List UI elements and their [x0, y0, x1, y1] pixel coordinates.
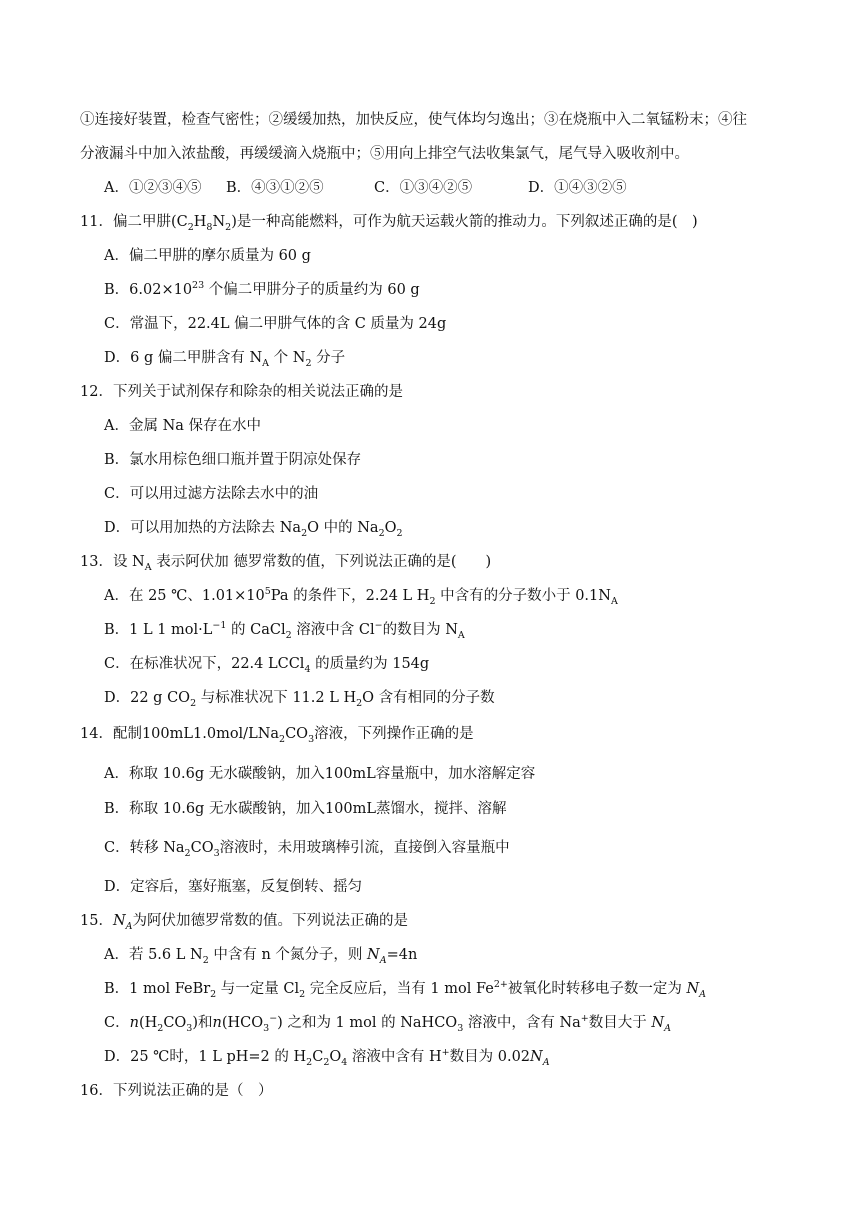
q11-option-c: C．常温下，22.4L 偏二甲肼气体的含 C 质量为 24g	[104, 316, 447, 332]
q12-option-c: C．可以用过滤方法除去水中的油	[104, 486, 319, 502]
q11-option-d: D．6 g 偏二甲肼含有 $N_A$ 个 $N_2$ 分子	[104, 350, 346, 369]
q13-option-a: A．在 25 ℃、$1.01\times 10^5Pa$ 的条件下，2.24 L $H_2$ 中含有的分子数小于 $0.1N_A$	[104, 586, 618, 607]
q12-option-d: D．可以用加热的方法除去 $Na_2O$ 中的 $Na_2O_2$	[104, 520, 403, 539]
q12-option-b: B．氯水用棕色细口瓶并置于阴凉处保存	[104, 452, 362, 468]
q13-option-b: B．1 L 1 $mol\cdot L^{-1}$ 的 CaCl$_2$ 溶液中含 Cl−的数目为 $N_A$	[104, 620, 465, 641]
q15-option-c: C．$n(H_2CO_3)$和$n(HCO_3^-)$ 之和为 1 mol 的 NaHCO$_3$ 溶液中，含有 Na+数目大于 $N_A$	[104, 1013, 671, 1034]
q10-option-d: D．①④③②⑤	[528, 180, 627, 196]
q11-option-a: A．偏二甲肼的摩尔质量为 60 g	[104, 248, 311, 264]
q10-options	[104, 178, 627, 198]
q13-stem: 13．设 $N_A$ 表示阿伏加 德罗常数的值，下列说法正确的是( )	[80, 554, 492, 573]
q12-option-a: A．金属 Na 保存在水中	[104, 418, 262, 434]
q14-option-a: A．称取 10.6g 无水碳酸钠，加入100mL容量瓶中，加水溶解定容	[104, 766, 536, 782]
q15-option-a: A．若 5.6 L $N_2$ 中含有 n 个氮分子，则 $N_A=4n$	[104, 947, 418, 966]
q14-option-d: D．定容后，塞好瓶塞，反复倒转、摇匀	[104, 879, 363, 895]
q12-stem: 12．下列关于试剂保存和除杂的相关说法正确的是	[80, 384, 403, 400]
q10-option-b: B．④③①②⑤	[226, 180, 324, 196]
q14-option-b: B．称取 10.6g 无水碳酸钠，加入100mL蒸馏水，搅拌、溶解	[104, 801, 507, 817]
q16-stem: 16．下列说法正确的是（ ）	[80, 1083, 273, 1099]
q10-option-c: C．①③④②⑤	[374, 180, 473, 196]
q11-option-b: B．$6.02\times 10^{23}$ 个偏二甲肼分子的质量约为 60 g	[104, 280, 420, 298]
q14-stem: 14．配制$100mL1.0mol/LNa_2CO_3$溶液，下列操作正确的是	[80, 726, 474, 745]
q15-option-b: B．1 mol FeBr$_2$ 与一定量 $Cl_2$ 完全反应后，当有 1 mol $Fe^{2+}$被氧化时转移电子数一定为 $N_A$	[104, 979, 707, 1000]
q14-option-c: C．转移 $Na_2CO_3$溶液时，未用玻璃棒引流，直接倒入容量瓶中	[104, 840, 510, 859]
q15-option-d: D．25 ℃时，1 L pH=2 的 $H_2C_2O_4$ 溶液中含有 H+数目为 $0.02N_A$	[104, 1047, 550, 1068]
q13-option-d: D．22 g $CO_2$ 与标准状况下 11.2 L $H_2O$ 含有相同的分子数	[104, 690, 495, 709]
intro-line-1: ①连接好装置，检查气密性；②缓缓加热，加快反应，使气体均匀逸出；③在烧瓶中入二氧锰粉末；④往	[80, 112, 747, 128]
q15-stem: 15．$N_A$为阿伏加德罗常数的值。下列说法正确的是	[80, 913, 409, 932]
intro-line-2: 分液漏斗中加入浓盐酸，再缓缓滴入烧瓶中；⑤用向上排空气法收集氯气，尾气导入吸收剂中。	[80, 146, 689, 162]
q11-stem: 11．偏二甲肼$(C_2H_8N_2)$是一种高能燃料，可作为航天运载火箭的推动力。下列叙述正确的是( )	[80, 214, 698, 233]
q13-option-c: C．在标准状况下，22.4 LCCl$_4$ 的质量约为 154g	[104, 656, 430, 675]
q10-option-a: A．①②③④⑤	[104, 180, 202, 196]
